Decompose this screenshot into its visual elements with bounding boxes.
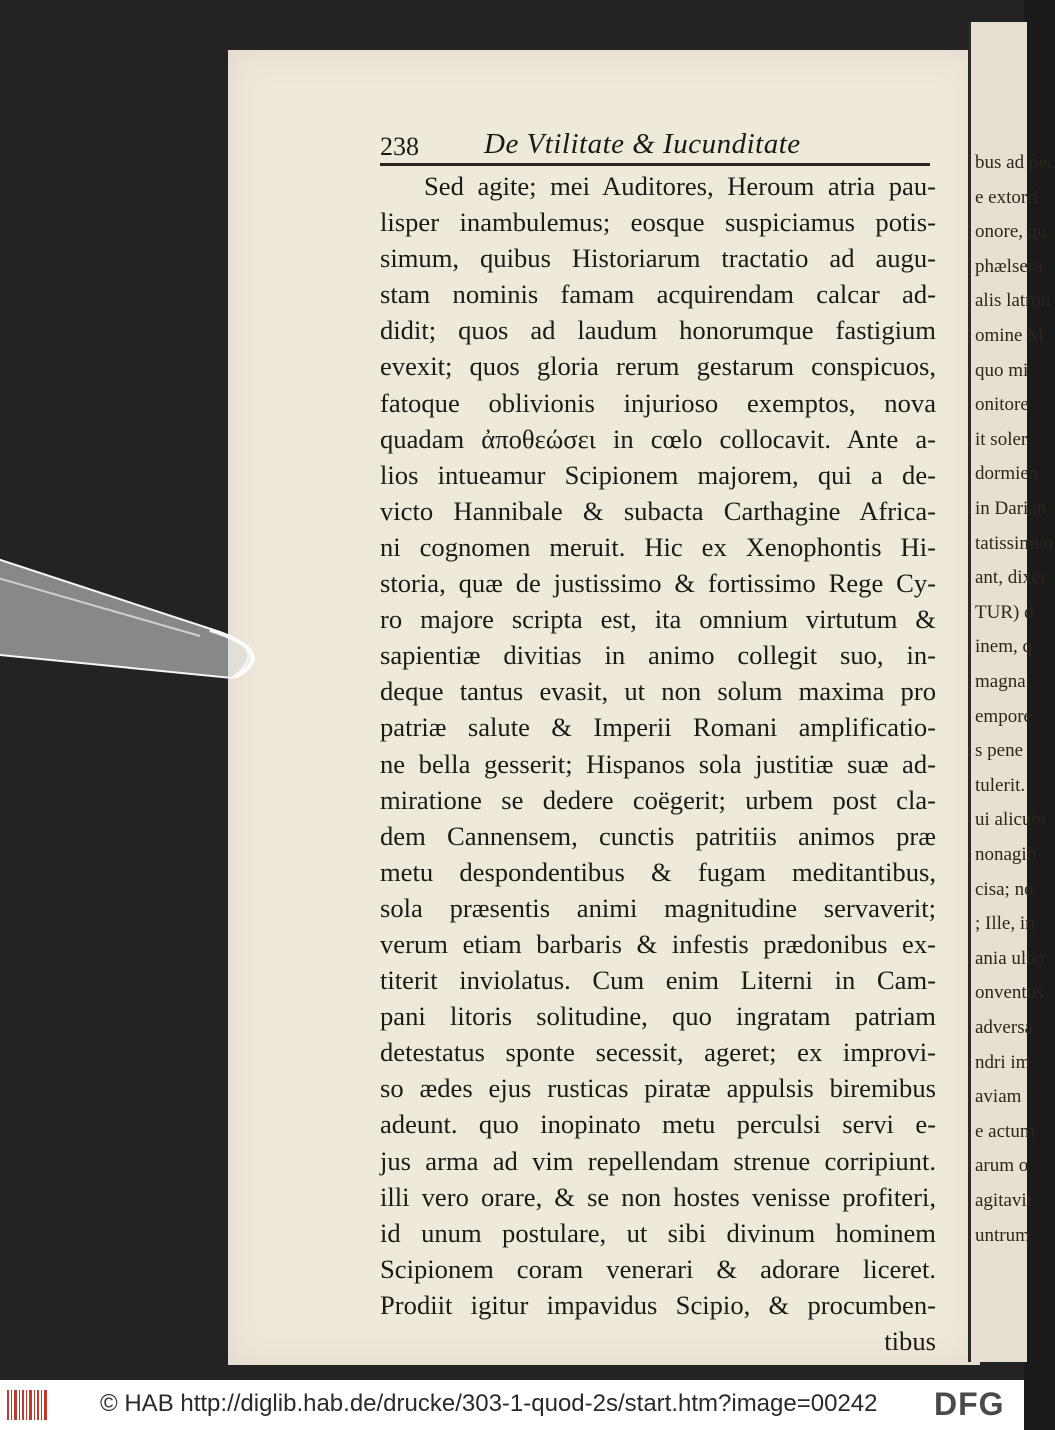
text-line: Sed agite; mei Auditores, Heroum atria pau- bbox=[424, 171, 936, 201]
text-line: illi vero orare, & se non hostes venisse profiteri, bbox=[380, 1181, 936, 1212]
text-line: so ædes ejus rusticas piratæ appulsis biremibus bbox=[380, 1073, 936, 1104]
adjacent-page-fragment bbox=[968, 22, 1055, 1362]
adjacent-text-fragment: onitore bbox=[975, 394, 1029, 416]
text-line: ne bella gesserit; Hispanos sola justitiæ suæ ad- bbox=[380, 748, 936, 779]
barcode-icon bbox=[6, 1388, 50, 1422]
text-line: lios intueamur Scipionem majorem, qui a de- bbox=[380, 459, 936, 490]
text-line: ro majore scripta est, ita omnium virtutum & bbox=[380, 604, 936, 635]
dfg-logo: DFG bbox=[934, 1386, 1005, 1422]
adjacent-text-fragment: ant, dixer bbox=[975, 567, 1047, 589]
text-line: adeunt. quo inopinato metu perculsi servi e- bbox=[380, 1109, 936, 1140]
text-line: miratione se dedere coëgerit; urbem post cla- bbox=[380, 784, 936, 815]
adjacent-text-fragment: magna bbox=[975, 671, 1026, 692]
text-line: ni cognomen meruit. Hic ex Xenophontis Hi- bbox=[380, 531, 936, 562]
text-line: patriæ salute & Imperii Romani amplificatio- bbox=[380, 712, 936, 743]
adjacent-text-fragment: tatissimun bbox=[975, 532, 1054, 554]
adjacent-text-fragment: tulerit. bbox=[975, 774, 1026, 796]
text-line: verum etiam barbaris & infestis prædonibus ex- bbox=[380, 928, 936, 959]
text-line: metu despondentibus & fugam meditantibus, bbox=[380, 856, 936, 887]
text-line: Scipionem coram venerari & adorare liceret. bbox=[380, 1253, 936, 1284]
text-line: quadam ἀποθεώσει in cœlo collocavit. Ante a- bbox=[380, 423, 936, 454]
text-line: detestatus sponte secessit, ageret; ex improvi- bbox=[380, 1037, 936, 1068]
text-line: stam nominis famam acquirendam calcar ad- bbox=[380, 279, 936, 310]
adjacent-text-fragment: nonagin bbox=[975, 844, 1037, 865]
catchword: tibus bbox=[884, 1326, 936, 1356]
text-line: titerit inviolatus. Cum enim Literni in Cam- bbox=[380, 965, 936, 996]
adjacent-text-fragment: onore, qu bbox=[975, 221, 1047, 243]
adjacent-text-fragment: aviam bbox=[975, 1086, 1022, 1108]
adjacent-text-fragment: adversa bbox=[975, 1017, 1034, 1038]
adjacent-text-fragment: ; Ille, in bbox=[975, 913, 1035, 935]
page-number: 238 bbox=[380, 132, 419, 161]
text-line: sola præsentis animi magnitudine servaverit; bbox=[380, 892, 936, 923]
adjacent-text-fragment: alis latron bbox=[975, 290, 1051, 312]
adjacent-text-fragment: ui alicubi bbox=[975, 809, 1047, 831]
adjacent-text-fragment: quo mi bbox=[975, 359, 1029, 381]
footer-bar bbox=[0, 1380, 1024, 1430]
adjacent-text-fragment: in Darian bbox=[975, 498, 1047, 519]
text-line: dem Cannensem, cunctis patritiis animos præ bbox=[380, 820, 936, 851]
adjacent-text-fragment: untrum bbox=[975, 1224, 1030, 1246]
adjacent-text-fragment: omine M bbox=[975, 325, 1045, 346]
adjacent-text-fragment: e actum bbox=[975, 1120, 1035, 1142]
text-line: Prodiit igitur impavidus Scipio, & procumben- bbox=[380, 1289, 936, 1320]
text-line: deque tantus evasit, ut non solum maxima pro bbox=[380, 676, 936, 707]
adjacent-text-fragment: onventus bbox=[975, 982, 1044, 1004]
adjacent-text-fragment: TUR) d bbox=[975, 601, 1034, 623]
adjacent-text-fragment: phælsera bbox=[975, 255, 1043, 277]
text-line: evexit; quos gloria rerum gestarum conspicuos, bbox=[380, 351, 936, 382]
text-line: sapientiæ divitias in animo collegit suo, in- bbox=[380, 640, 936, 671]
adjacent-text-fragment: it soler bbox=[975, 428, 1028, 450]
adjacent-text-fragment: ndri im bbox=[975, 1051, 1031, 1073]
adjacent-text-fragment: arum o bbox=[975, 1155, 1029, 1177]
text-line: didit; quos ad laudum honorumque fastigium bbox=[380, 315, 936, 346]
adjacent-text-fragment: empore bbox=[975, 705, 1032, 727]
text-line: simum, quibus Historiarum tractatio ad augu- bbox=[380, 243, 936, 274]
adjacent-text-fragment: agitavit bbox=[975, 1190, 1032, 1211]
adjacent-text-fragment: ania ulter bbox=[975, 947, 1047, 969]
text-line: id unum postulare, ut sibi divinum hominem bbox=[380, 1217, 936, 1248]
adjacent-text-fragment: s pene bbox=[975, 740, 1024, 762]
adjacent-text-fragment: cisa; no bbox=[975, 878, 1034, 900]
adjacent-text-fragment: bus ad pec bbox=[975, 152, 1055, 173]
adjacent-text-fragment: dormien bbox=[975, 463, 1039, 485]
text-line: jus arma ad vim repellendam strenue corripiunt. bbox=[380, 1145, 936, 1176]
text-line: pani litoris solitudine, quo ingratam patriam bbox=[380, 1001, 936, 1032]
adjacent-text-fragment: e extorri bbox=[975, 186, 1039, 208]
adjacent-text-fragment: inem, q bbox=[975, 636, 1032, 658]
text-line: storia, quæ de justissimo & fortissimo Rege Cy- bbox=[380, 568, 936, 599]
text-line: lisper inambulemus; eosque suspiciamus potis- bbox=[380, 207, 936, 238]
text-line: fatoque oblivionis injurioso exemptos, nova bbox=[380, 387, 936, 418]
header-rule bbox=[380, 163, 930, 166]
running-head: De Vtilitate & Iucunditate bbox=[484, 128, 801, 160]
text-line: victo Hannibale & subacta Carthagine Africa- bbox=[380, 495, 936, 526]
copyright-url[interactable]: © HAB http://diglib.hab.de/drucke/303-1-quod-2s/start.htm?image=00242 bbox=[100, 1390, 878, 1417]
body-text bbox=[380, 168, 936, 1359]
